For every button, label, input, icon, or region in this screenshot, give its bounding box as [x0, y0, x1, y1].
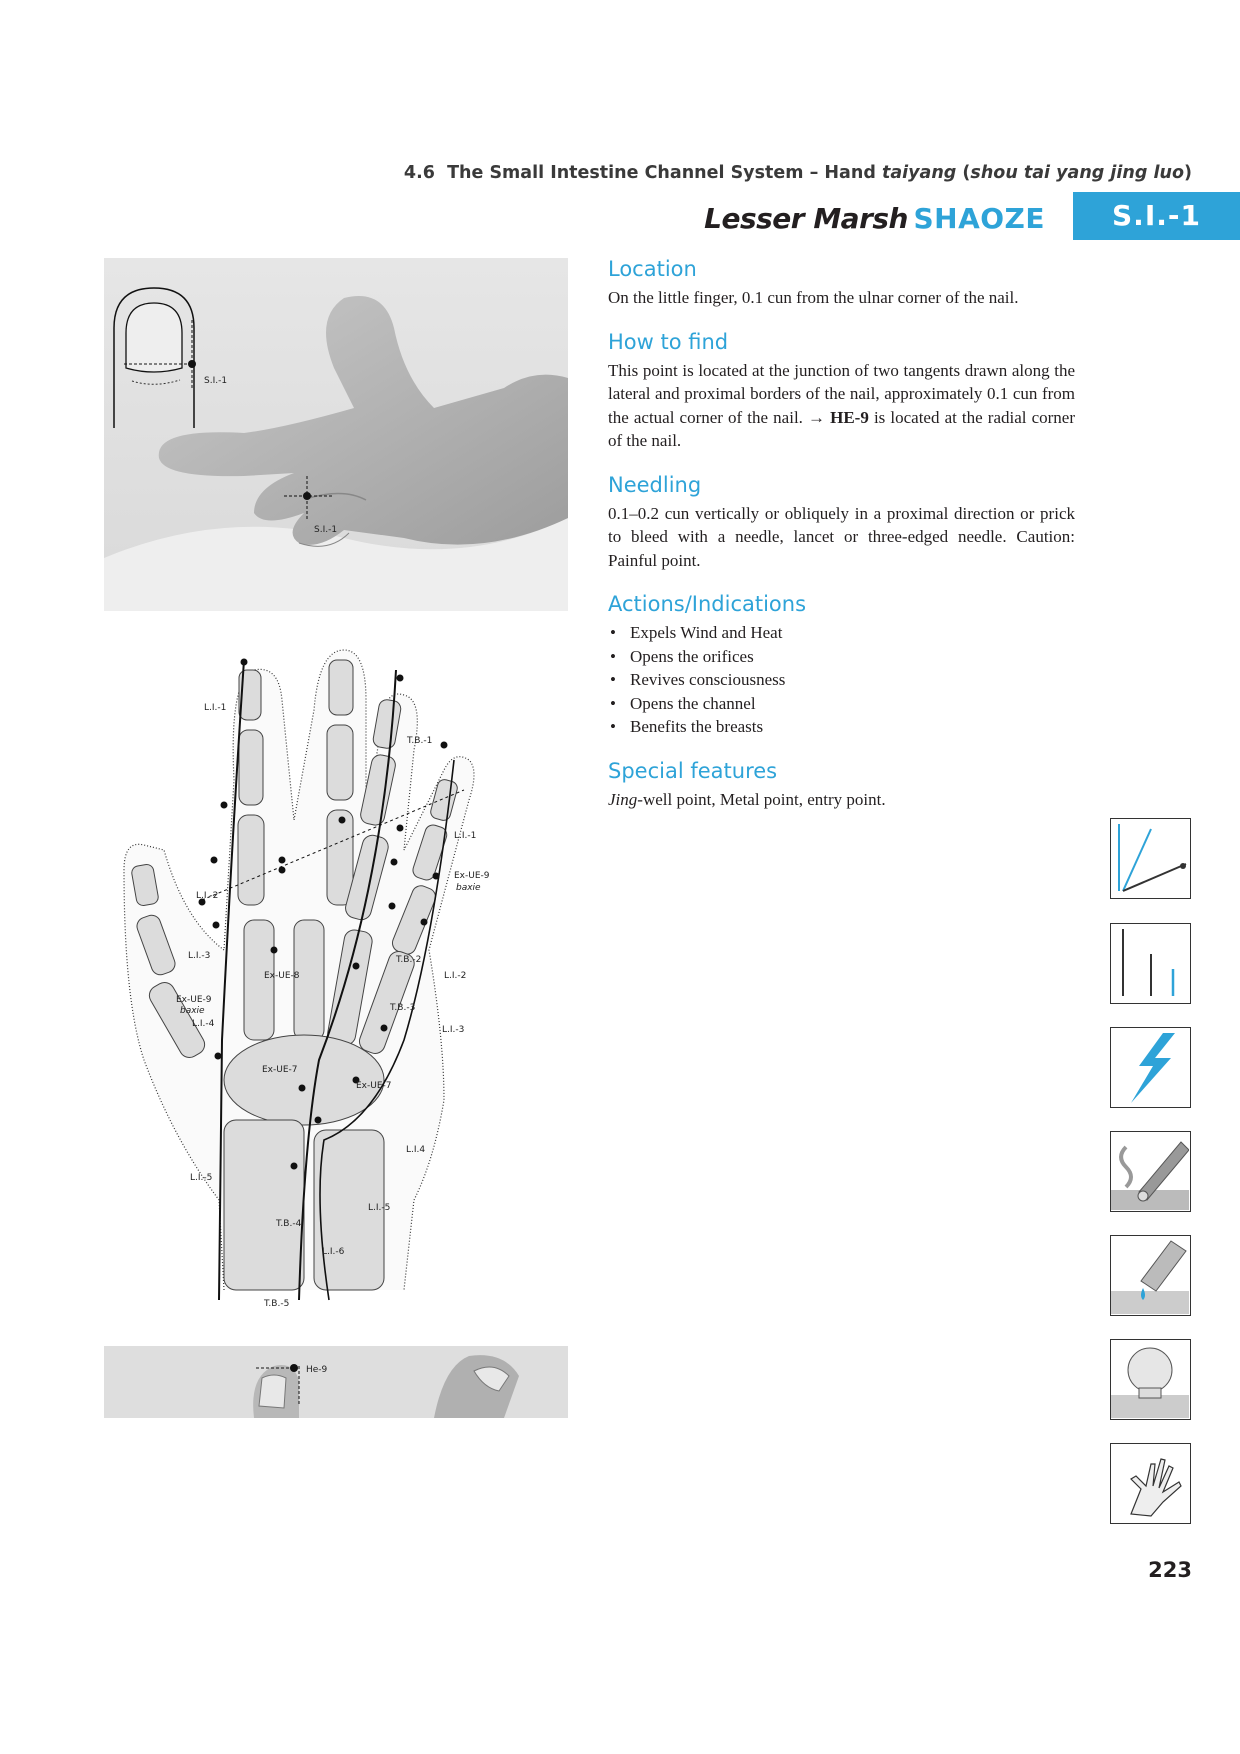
label-li6: L.I.-6 — [322, 1247, 345, 1257]
label-li3-right: L.I.-3 — [442, 1025, 465, 1035]
label-li3-left: L.I.-3 — [188, 951, 211, 961]
label-exue7-right: Ex-UE-7 — [356, 1081, 392, 1091]
hand-photo — [104, 258, 568, 611]
needle-types-icon — [1110, 923, 1191, 1004]
label-li1-right: L.I.-1 — [454, 831, 477, 841]
point-english-name: Lesser Marsh — [704, 202, 908, 235]
label-baxie-left: baxie — [180, 1006, 205, 1016]
label-exue9-right: Ex-UE-9 — [454, 871, 490, 881]
label-li4-left: L.I.-4 — [192, 1019, 215, 1029]
section-title: The Small Intestine Channel System – Hand — [447, 163, 876, 183]
special-features-rest: -well point, Metal point, entry point. — [637, 789, 886, 809]
label-li2-left: L.I.-2 — [196, 891, 219, 901]
hand-photo-illustration — [104, 258, 568, 611]
hand-skeleton-diagram — [104, 640, 568, 1310]
label-tb5: T.B.-5 — [264, 1299, 290, 1309]
label-exue9-left: Ex-UE-9 — [176, 995, 212, 1005]
location-heading: Location — [608, 257, 697, 281]
bloodletting-icon — [1110, 1235, 1191, 1316]
label-exue8: Ex-UE-8 — [264, 971, 300, 981]
label-li5-right: L.I.-5 — [368, 1203, 391, 1213]
label-li5-left: L.I.-5 — [190, 1173, 213, 1183]
special-features-heading: Special features — [608, 758, 778, 783]
how-to-find-text — [608, 359, 1075, 453]
point-title-row — [0, 198, 1240, 242]
special-features-text — [608, 788, 1075, 812]
paren-open: ( — [962, 163, 971, 183]
he9-photo-illustration — [104, 1346, 568, 1418]
how-to-find-text-end: is located at the radial corner of the nail. — [608, 407, 1076, 450]
he9-label: He-9 — [306, 1365, 328, 1375]
jing-term: Jing — [608, 789, 638, 809]
section-number: 4.6 — [403, 163, 435, 183]
page-number: 223 — [1148, 1558, 1192, 1582]
arrow-icon: → — [808, 407, 826, 427]
paren-close: ) — [1184, 163, 1192, 183]
needle-insertion-icon — [1110, 818, 1191, 899]
list-item: • Revives consciousness — [608, 668, 1075, 692]
needling-heading: Needling — [608, 472, 702, 497]
actions-section — [608, 591, 1075, 739]
location-section — [608, 256, 1075, 310]
list-item: • Opens the channel — [608, 692, 1075, 716]
label-tb1: T.B.-1 — [407, 736, 433, 746]
skeleton-illustration — [104, 640, 568, 1310]
point-code: S.I.-1 — [1112, 199, 1201, 232]
he9-reference: HE-9 — [830, 407, 869, 427]
label-baxie-right: baxie — [456, 883, 481, 893]
label-li4-right: L.I.4 — [406, 1145, 426, 1155]
label-li2-right: L.I.-2 — [444, 971, 467, 981]
needling-text: 0.1–0.2 cun vertically or obliquely in a proximal direction or prick to bleed with a needle, lancet or three-edged needle. Caution: Painful point. — [608, 503, 1075, 570]
electro-stimulation-icon — [1110, 1027, 1191, 1108]
special-features-section — [608, 758, 1075, 812]
pinyin-channel: shou tai yang jing luo — [970, 163, 1184, 183]
label-tb4: T.B.-4 — [276, 1219, 302, 1229]
label-tb3: T.B.-3 — [390, 1003, 416, 1013]
hand-skeleton-icon — [1110, 1443, 1191, 1524]
label-li1-left: L.I.-1 — [204, 703, 227, 713]
taiyang-term: taiyang — [881, 163, 957, 183]
location-text: On the little finger, 0.1 cun from the ulnar corner of the nail. — [608, 288, 1019, 307]
si1-label-hand: S.I.-1 — [314, 525, 338, 535]
list-item: • Benefits the breasts — [608, 715, 1075, 739]
actions-list — [608, 621, 1075, 739]
needling-section — [608, 472, 1075, 573]
list-item: • Opens the orifices — [608, 645, 1075, 669]
actions-heading: Actions/Indications — [608, 592, 807, 616]
running-head — [404, 163, 1192, 183]
how-to-find-section — [608, 329, 1075, 453]
cupping-icon — [1110, 1339, 1191, 1420]
si1-label-inset: S.I.-1 — [204, 376, 228, 386]
point-description — [608, 256, 1075, 830]
moxibustion-icon — [1110, 1131, 1191, 1212]
he9-photo — [104, 1346, 568, 1418]
point-code-badge — [1073, 192, 1240, 240]
how-to-find-text-start: This point is located at the junction of two tangents drawn along the lateral and proximal borders of the nail, approximately 0.1 cun from the actual corner of the nail. — [608, 360, 1075, 427]
how-to-find-heading: How to find — [608, 329, 729, 354]
label-tb2: T.B.-2 — [396, 955, 422, 965]
label-exue7-left: Ex-UE-7 — [262, 1065, 298, 1075]
list-item: • Expels Wind and Heat — [608, 621, 1075, 645]
point-pinyin-name: SHAOZE — [913, 202, 1045, 235]
